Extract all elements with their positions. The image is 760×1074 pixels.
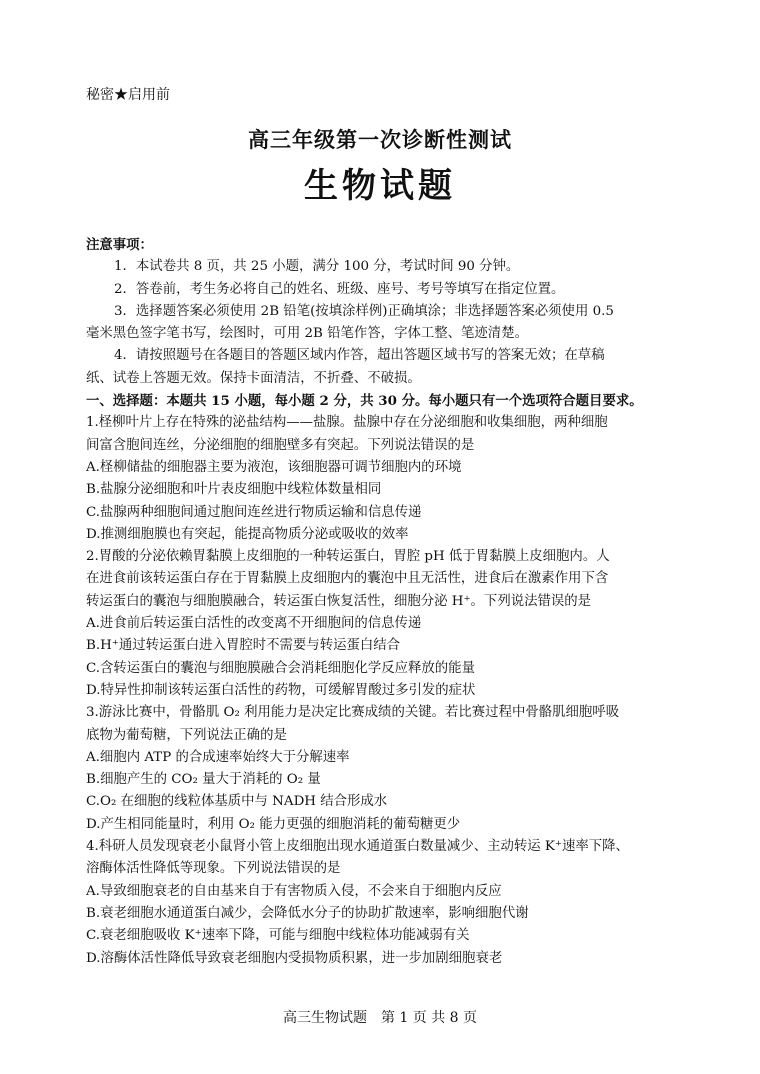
notes-heading: 注意事项：	[86, 237, 153, 253]
question-stem: 在进食前该转运蛋白存在于胃黏膜上皮细胞内的囊泡中且无活性，进食后在激素作用下含	[86, 571, 609, 587]
option-b: B.衰老细胞水通道蛋白减少，会降低水分子的协助扩散速率，影响细胞代谢	[86, 905, 529, 921]
note-item: 1．本试卷共 8 页，共 25 小题，满分 100 分，考试时间 90 分钟。	[114, 259, 520, 275]
notes-list	[86, 256, 684, 390]
note-item: 2．答卷前，考生务必将自己的姓名、班级、座号、考号等填写在指定位置。	[114, 281, 565, 297]
option-a: A.进食前后转运蛋白活性的改变离不开细胞间的信息传递	[86, 616, 422, 632]
option-b: B.细胞产生的 CO₂ 量大于消耗的 O₂ 量	[86, 772, 321, 788]
note-item: 4．请按照题号在各题目的答题区域内作答，超出答题区域书写的答案无效；在草稿	[114, 348, 605, 364]
option-d: D.产生相同能量时，利用 O₂ 能力更强的细胞消耗的葡萄糖更少	[86, 816, 461, 832]
option-c: C.盐腺两种细胞间通过胞间连丝进行物质运输和信息传递	[86, 504, 422, 520]
option-a: A.细胞内 ATP 的合成速率始终大于分解速率	[86, 749, 350, 765]
question-stem: 1.柽柳叶片上存在特殊的泌盐结构——盐腺。盐腺中存在分泌细胞和收集细胞，两种细胞	[86, 415, 608, 431]
option-d: D.溶酶体活性降低导致衰老细胞内受损物质积累，进一步加剧细胞衰老	[86, 950, 503, 966]
question-stem: 2.胃酸的分泌依赖胃黏膜上皮细胞的一种转运蛋白，胃腔 pH 低于胃黏膜上皮细胞内。人	[86, 549, 610, 565]
question-stem: 间富含胞间连丝，分泌细胞的细胞壁多有突起。下列说法错误的是	[86, 437, 475, 453]
option-b: B.盐腺分泌细胞和叶片表皮细胞中线粒体数量相同	[86, 482, 382, 498]
section-heading: 一、选择题：本题共 15 小题，每小题 2 分，共 30 分。每小题只有一个选项符合题目要求。	[86, 393, 643, 410]
question-1	[86, 412, 684, 546]
question-stem: 溶酶体活性降低等现象。下列说法错误的是	[86, 861, 341, 877]
option-a: A.柽柳储盐的细胞器主要为液泡，该细胞器可调节细胞内的环境	[86, 459, 462, 475]
subject-title: 生物试题	[304, 166, 456, 206]
option-c: C.衰老细胞吸收 K⁺速率下降，可能与细胞中线粒体功能减弱有关	[86, 928, 470, 944]
option-d: D.特异性抑制该转运蛋白活性的药物，可缓解胃酸过多引发的症状	[86, 682, 476, 698]
exam-title: 高三年级第一次诊断性测试	[248, 127, 512, 152]
question-2	[86, 546, 684, 702]
confidential-label: 秘密★启用前	[86, 87, 170, 103]
question-stem: 转运蛋白的囊泡与细胞膜融合，转运蛋白恢复活性，细胞分泌 H⁺。下列说法错误的是	[86, 593, 592, 609]
question-3	[86, 702, 684, 836]
question-stem: 4.科研人员发现衰老小鼠肾小管上皮细胞出现水通道蛋白数量减少、主动转运 K⁺速率下降、	[86, 839, 629, 855]
page-footer: 高三生物试题 第 1 页 共 8 页	[282, 1010, 478, 1026]
note-item: 3．选择题答案必须使用 2B 铅笔(按填涂样例)正确填涂；非选择题答案必须使用 0.5	[114, 303, 614, 319]
option-c: C.含转运蛋白的囊泡与细胞膜融合会消耗细胞化学反应释放的能量	[86, 660, 475, 676]
option-b: B.H⁺通过转运蛋白进入胃腔时不需要与转运蛋白结合	[86, 638, 401, 654]
option-d: D.推测细胞膜也有突起，能提高物质分泌或吸收的效率	[86, 526, 409, 542]
question-stem: 底物为葡萄糖，下列说法正确的是	[86, 727, 287, 743]
option-c: C.O₂ 在细胞的线粒体基质中与 NADH 结合形成水	[86, 794, 388, 810]
question-stem: 3.游泳比赛中，骨骼肌 O₂ 利用能力是决定比赛成绩的关键。若比赛过程中骨骼肌细胞呼吸	[86, 705, 620, 721]
note-item-continuation: 毫米黑色签字笔书写，绘图时，可用 2B 铅笔作答，字体工整、笔迹清楚。	[86, 326, 528, 342]
note-item-continuation: 纸、试卷上答题无效。保持卡面清洁，不折叠、不破损。	[86, 370, 421, 386]
option-a: A.导致细胞衰老的自由基来自于有害物质入侵，不会来自于细胞内反应	[86, 883, 502, 899]
exam-body	[86, 234, 684, 970]
question-4	[86, 836, 684, 970]
